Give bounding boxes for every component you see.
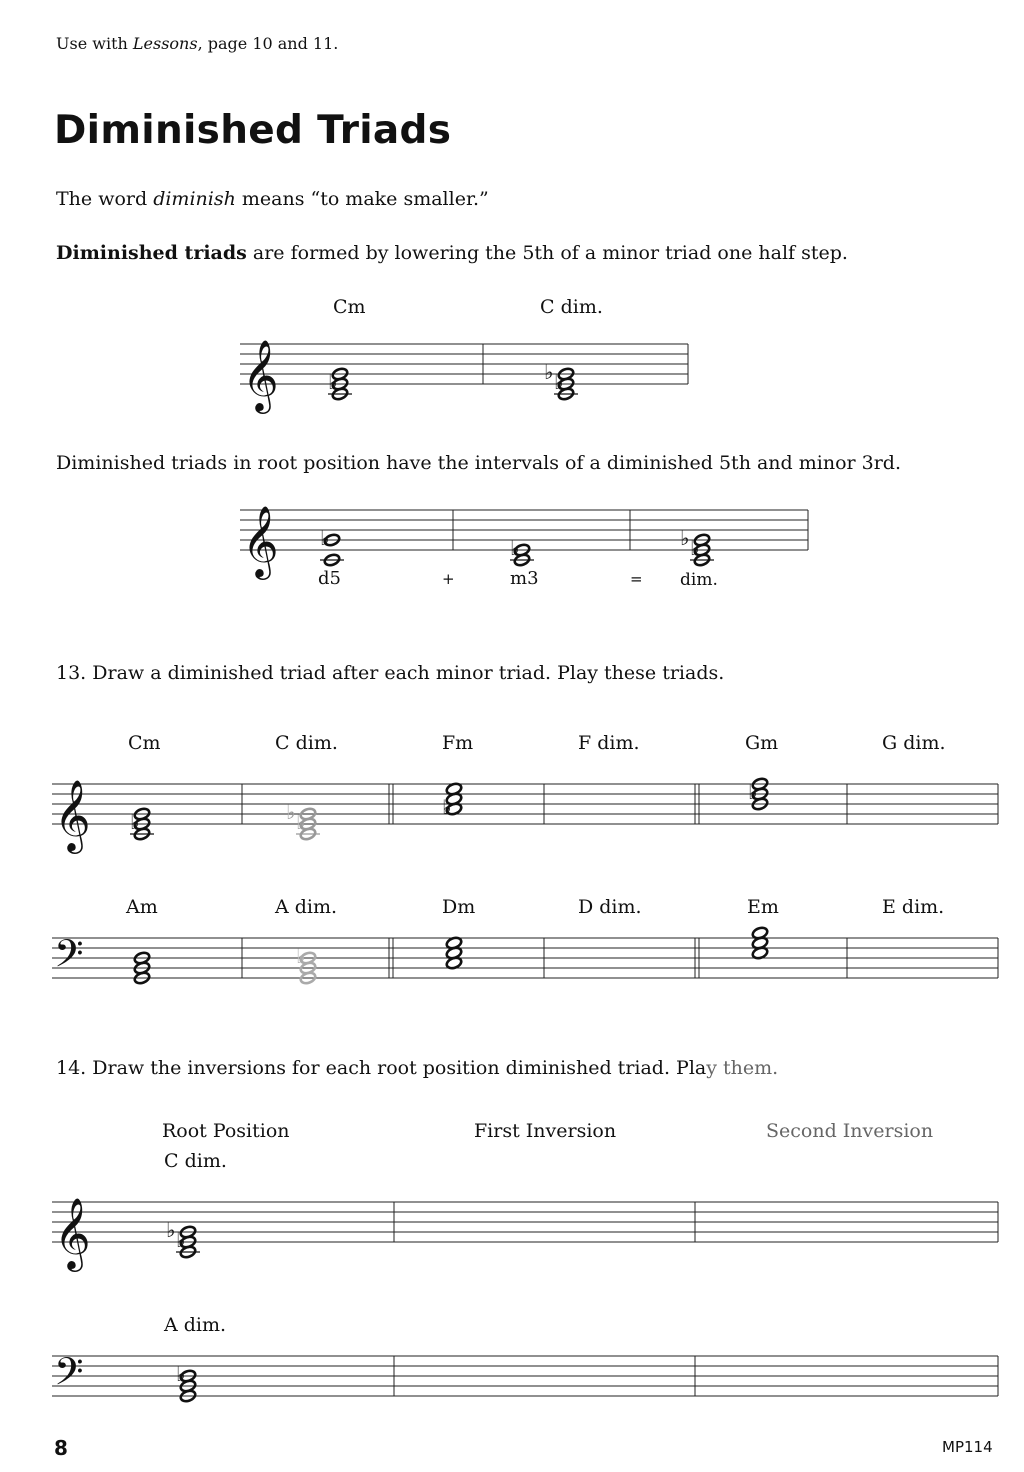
example1-label-cdim: C dim.	[540, 296, 603, 318]
treble-clef-icon: 𝄞	[242, 504, 279, 577]
example1-staff	[240, 330, 700, 410]
exercise13-treble-staff	[52, 762, 1002, 852]
ex13-label-cdim: C dim.	[275, 732, 338, 754]
ex13-label-gm: Gm	[745, 732, 779, 754]
example2-equals: =	[630, 570, 643, 588]
ex13-label-adim: A dim.	[275, 896, 338, 918]
source-prefix: Use with	[56, 34, 133, 53]
flat-icon: ♭	[176, 1228, 186, 1252]
example2-plus: +	[442, 570, 455, 588]
example1-label-cm: Cm	[333, 296, 366, 318]
exercise14-bass-staff	[52, 1348, 1002, 1418]
ex14-label-adim: A dim.	[164, 1314, 227, 1336]
flat-icon: ♭	[130, 810, 140, 834]
flat-icon: ♭	[166, 1218, 176, 1242]
bass-clef-icon: 𝄢	[54, 1349, 84, 1403]
example2-label-m3: m3	[510, 568, 539, 589]
flat-icon: ♭	[544, 360, 554, 384]
intro-paragraph-1	[56, 188, 489, 210]
source-reference	[56, 34, 338, 53]
flat-icon: ♭	[748, 780, 758, 804]
exercise14-treble-staff	[52, 1180, 1002, 1270]
intro-paragraph-2	[56, 242, 848, 264]
flat-icon: ♭	[680, 526, 690, 550]
flat-icon: ♭	[442, 795, 452, 819]
ex13-label-gdim: G dim.	[882, 732, 946, 754]
ex14-label-cdim: C dim.	[164, 1150, 227, 1172]
flat-icon: ♭	[286, 800, 296, 824]
page-number: 8	[54, 1436, 68, 1460]
flat-icon: ♭	[328, 370, 338, 394]
exercise13-instruction: 13. Draw a diminished triad after each minor triad. Play these triads.	[56, 662, 725, 684]
column-first-inversion: First Inversion	[474, 1120, 617, 1142]
ex13-label-em: Em	[747, 896, 779, 918]
flat-icon: ♭	[320, 526, 330, 550]
flat-icon: ♭	[176, 1362, 186, 1386]
ex13-label-am: Am	[126, 896, 158, 918]
example2-staff	[240, 496, 820, 576]
intro-emphasis: diminish	[153, 188, 236, 210]
exercise14-instruction-faded: y them.	[706, 1057, 779, 1079]
example2-label-dim: dim.	[680, 570, 718, 590]
page-title: Diminished Triads	[54, 108, 452, 153]
publication-code: MP114	[942, 1438, 993, 1456]
flat-icon: ♭	[510, 536, 520, 560]
intervals-paragraph: Diminished triads in root position have the intervals of a diminished 5th and minor 3rd.	[56, 452, 901, 474]
ex13-label-dm: Dm	[442, 896, 476, 918]
bass-clef-icon: 𝄢	[54, 931, 84, 985]
intro-text: The word	[56, 188, 154, 210]
flat-icon: ♭	[554, 370, 564, 394]
ex13-label-fm: Fm	[442, 732, 474, 754]
definition-text: are formed by lowering the 5th of a minor triad one half step.	[246, 242, 848, 264]
intro-text-end: means “to make smaller.”	[235, 188, 489, 210]
treble-clef-icon: 𝄞	[54, 1196, 91, 1269]
treble-clef-icon: 𝄞	[242, 338, 279, 411]
column-second-inversion: Second Inversion	[766, 1120, 934, 1142]
treble-clef-icon: 𝄞	[54, 778, 91, 851]
column-root-position: Root Position	[162, 1120, 290, 1142]
exercise14-instruction-text: 14. Draw the inversions for each root position diminished triad. Pla	[56, 1057, 707, 1079]
flat-icon: ♭	[690, 536, 700, 560]
flat-icon: ♭	[296, 810, 306, 834]
definition-term: Diminished triads	[56, 242, 247, 264]
exercise14-instruction	[56, 1057, 778, 1079]
ex13-label-edim: E dim.	[882, 896, 945, 918]
source-book: Lessons	[132, 34, 198, 53]
flat-icon: ♭	[296, 944, 306, 968]
example2-label-d5: d5	[318, 568, 341, 589]
ex13-label-cm: Cm	[128, 732, 161, 754]
ex13-label-fdim: F dim.	[578, 732, 640, 754]
ex13-label-ddim: D dim.	[578, 896, 642, 918]
exercise13-bass-staff	[52, 928, 1002, 998]
source-suffix: , page 10 and 11.	[197, 34, 339, 53]
